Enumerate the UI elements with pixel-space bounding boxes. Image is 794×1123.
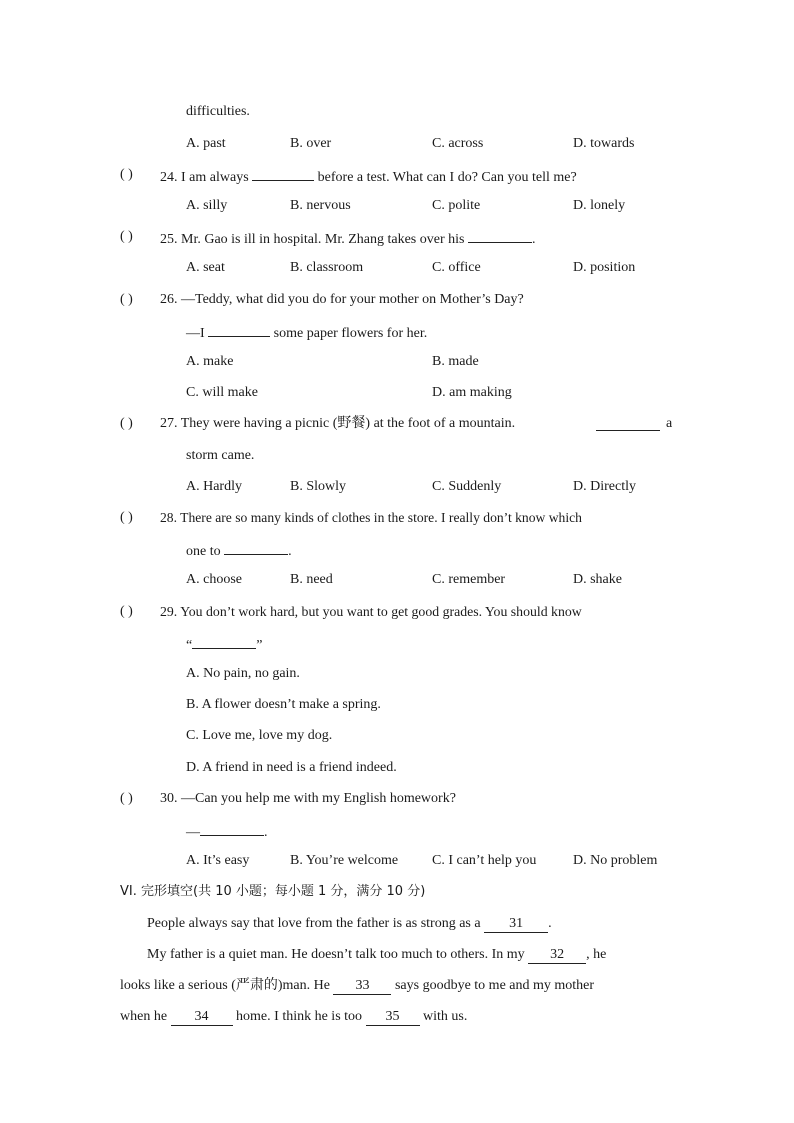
q27-option-a: A. Hardly: [186, 479, 242, 494]
q30-option-a: A. It’s easy: [186, 853, 250, 868]
q25-option-d: D. position: [573, 260, 636, 275]
q25-number: 25.: [160, 232, 178, 247]
q26-reply: [186, 322, 427, 343]
q28-answer-paren[interactable]: ( ): [120, 510, 133, 525]
q26-option-d: D. am making: [432, 385, 512, 400]
q23-option-d: D. towards: [573, 136, 635, 151]
passage-p4-a: when he: [120, 1009, 168, 1024]
q27-stem: [160, 415, 515, 433]
passage-p3-b: says goodbye to me and my mother: [394, 978, 595, 993]
q25-option-b: B. classroom: [290, 260, 364, 275]
q23-option-a: A. past: [186, 136, 226, 151]
q28-blank[interactable]: [224, 540, 288, 555]
q24-blank[interactable]: [252, 166, 314, 181]
q23-option-b: B. over: [290, 136, 332, 151]
q30-stem-text: —Can you help me with my English homework?: [181, 791, 456, 806]
q26-reply-b: some paper flowers for her.: [273, 326, 428, 341]
q28-option-d: D. shake: [573, 572, 622, 587]
cloze-blank-35[interactable]: 35: [366, 1009, 420, 1026]
q29-quote-open: “: [186, 638, 193, 653]
section-heading: VI. 完形填空(共 10 小题；每小题 1 分，满分 10 分): [120, 884, 426, 899]
q24-stem-b: before a test. What can I do? Can you tell me?: [317, 170, 577, 185]
cloze-blank-33[interactable]: 33: [333, 978, 391, 995]
q29-stem-text: You don’t work hard, but you want to get good grades. You should know: [180, 604, 582, 619]
q24-stem: [160, 166, 577, 187]
q23-option-c: C. across: [432, 136, 484, 151]
passage-p3-a: looks like a serious (严肃的)man. He: [120, 978, 330, 993]
q30-reply-a: —: [186, 825, 200, 840]
q29-quote-close: ”: [256, 638, 263, 653]
q26-option-c: C. will make: [186, 385, 258, 400]
q28-line2: [186, 540, 292, 561]
passage-p2-b: , he: [586, 947, 607, 962]
q27-option-c: C. Suddenly: [432, 479, 502, 494]
q28-stem-text: There are so many kinds of clothes in the store. I really don’t know which: [180, 510, 582, 525]
passage-line-2: [147, 946, 606, 964]
cloze-blank-34[interactable]: 34: [171, 1009, 233, 1026]
q25-answer-paren[interactable]: ( ): [120, 229, 133, 244]
passage-line-4: [120, 1008, 467, 1026]
q25-stem-b: .: [531, 232, 536, 247]
passage-p1-b: .: [548, 916, 552, 931]
q27-answer-paren[interactable]: ( ): [120, 416, 133, 431]
q29-option-a: A. No pain, no gain.: [186, 666, 300, 681]
q25-option-c: C. office: [432, 260, 481, 275]
q26-stem: [160, 291, 524, 309]
cloze-blank-32[interactable]: 32: [528, 947, 586, 964]
passage-line-1: [147, 915, 552, 933]
q24-answer-paren[interactable]: ( ): [120, 167, 133, 182]
q27-stem-c: storm came.: [186, 448, 255, 463]
q24-number: 24.: [160, 170, 178, 185]
q26-option-b: B. made: [432, 354, 479, 369]
q30-answer-paren[interactable]: ( ): [120, 791, 133, 806]
passage-p1-a: People always say that love from the father is as strong as a: [147, 916, 481, 931]
q28-option-a: A. choose: [186, 572, 242, 587]
q24-stem-a: I am always: [181, 170, 249, 185]
q23-stem-tail: difficulties.: [186, 104, 250, 119]
q28-number: 28.: [160, 510, 177, 525]
q28-option-c: C. remember: [432, 572, 506, 587]
q26-number: 26.: [160, 292, 178, 307]
q29-number: 29.: [160, 604, 178, 619]
q29-option-d: D. A friend in need is a friend indeed.: [186, 760, 397, 775]
q30-stem: [160, 790, 456, 808]
q26-blank[interactable]: [208, 322, 270, 337]
q30-blank[interactable]: [200, 821, 264, 836]
passage-p4-b: home. I think he is too: [236, 1009, 363, 1024]
q28-line2-b: .: [288, 544, 292, 559]
q26-answer-paren[interactable]: ( ): [120, 292, 133, 307]
q25-option-a: A. seat: [186, 260, 225, 275]
q26-stem-text: —Teddy, what did you do for your mother on Mother’s Day?: [181, 292, 524, 307]
q29-quote: [186, 634, 262, 655]
q26-reply-a: —I: [186, 326, 205, 341]
q29-answer-paren[interactable]: ( ): [120, 604, 133, 619]
q30-number: 30.: [160, 791, 178, 806]
q29-stem: [160, 603, 582, 621]
q28-option-b: B. need: [290, 572, 333, 587]
passage-p2-a: My father is a quiet man. He doesn’t talk too much to others. In my: [147, 947, 525, 962]
q24-option-d: D. lonely: [573, 198, 626, 213]
q25-blank[interactable]: [468, 228, 532, 243]
q30-reply: [186, 821, 268, 842]
q29-blank[interactable]: [192, 634, 256, 649]
q28-stem: [160, 509, 582, 527]
q24-option-a: A. silly: [186, 198, 228, 213]
q27-option-d: D. Directly: [573, 479, 636, 494]
q30-option-d: D. No problem: [573, 853, 658, 868]
passage-line-3: [120, 977, 594, 995]
q27-number: 27.: [160, 416, 178, 431]
q25-stem: [160, 228, 535, 249]
q29-option-b: B. A flower doesn’t make a spring.: [186, 697, 381, 712]
q30-option-c: C. I can’t help you: [432, 853, 537, 868]
q29-option-c: C. Love me, love my dog.: [186, 728, 333, 743]
q27-option-b: B. Slowly: [290, 479, 347, 494]
q24-option-b: B. nervous: [290, 198, 351, 213]
q26-option-a: A. make: [186, 354, 234, 369]
q30-reply-b: .: [264, 825, 268, 840]
passage-p4-c: with us.: [423, 1009, 468, 1024]
q24-option-c: C. polite: [432, 198, 481, 213]
q27-stem-b: a: [666, 416, 673, 431]
q27-blank[interactable]: [596, 415, 660, 431]
q28-line2-a: one to: [186, 544, 221, 559]
q27-stem-a: They were having a picnic (野餐) at the foot of a mountain.: [180, 416, 516, 431]
q25-stem-a: Mr. Gao is ill in hospital. Mr. Zhang takes over his: [181, 232, 465, 247]
q30-option-b: B. You’re welcome: [290, 853, 399, 868]
cloze-blank-31[interactable]: 31: [484, 916, 548, 933]
